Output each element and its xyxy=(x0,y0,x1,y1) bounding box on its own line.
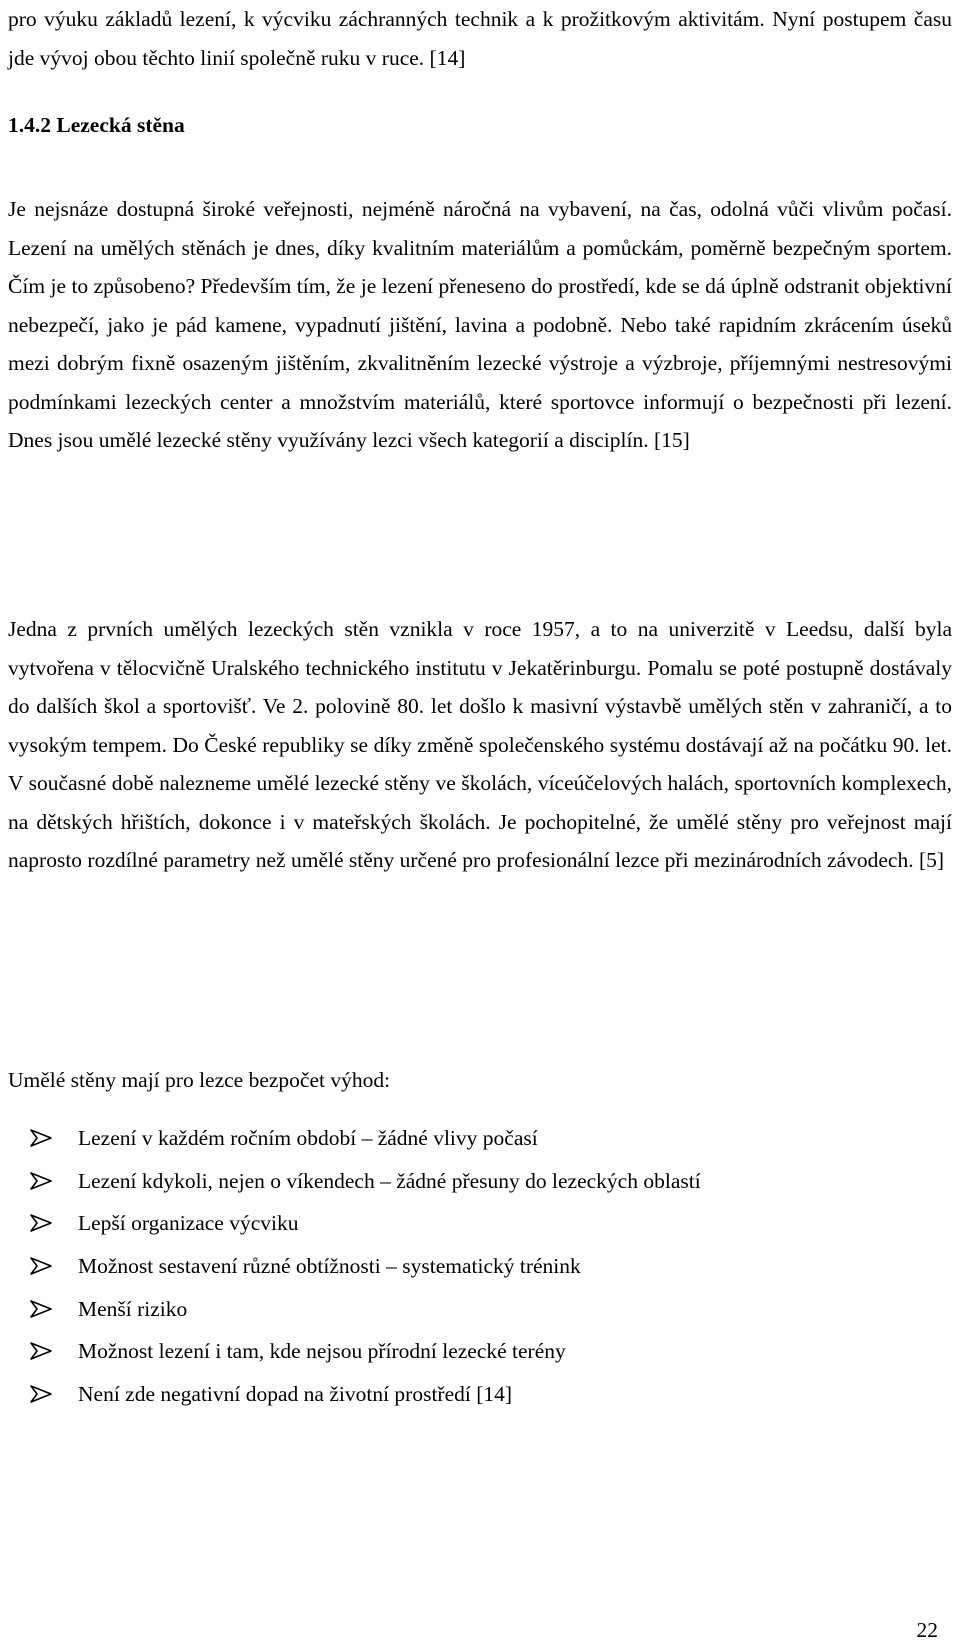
list-item xyxy=(8,1245,701,1288)
paragraph-2: Jedna z prvních umělých lezeckých stěn vznikla v roce 1957, a to na univerzitě v Leedsu, další byla vytvořena v tělocvičně Uralského technického institutu v Jekatěrinburgu. Pomalu se poté postupně dostávaly do dalších škol a sportovišť. Ve 2. polovině 80. let došlo k masivní výstavbě umělých stěn v zahraničí, a to vysokým tempem. Do České republiky se díky změně společenského systému dostávají až na počátku 90. let. V současné době nalezneme umělé lezecké stěny ve školách, víceúčelových halách, sportovních komplexech, na dětských hřištích, dokonce i v mateřských školách. Je pochopitelné, že umělé stěny pro veřejnost mají naprosto rozdílné parametry než umělé stěny určené pro profesionální lezce při mezinárodních závodech. [5] xyxy=(8,617,952,872)
list-intro: Umělé stěny mají pro lezce bezpočet výhod: xyxy=(8,1068,391,1092)
list-item-text: Není zde negativní dopad na životní prostředí [14] xyxy=(78,1381,513,1406)
list-item xyxy=(8,1373,701,1416)
list-item xyxy=(8,1287,701,1330)
arrowhead-icon xyxy=(30,1385,52,1403)
list-item xyxy=(8,1330,701,1373)
list-item xyxy=(8,1202,701,1245)
list-item-text: Lezení v každém ročním období – žádné vlivy počasí xyxy=(78,1126,538,1151)
list-item-text: Lepší organizace výcviku xyxy=(78,1211,299,1236)
list-item-text: Menší riziko xyxy=(78,1296,188,1321)
arrowhead-icon xyxy=(30,1129,52,1147)
advantages-list xyxy=(8,1117,701,1415)
page-number: 22 xyxy=(916,1618,938,1642)
list-item xyxy=(8,1117,701,1160)
arrowhead-icon xyxy=(30,1300,52,1318)
paragraph-1: Je nejsnáze dostupná široké veřejnosti, nejméně náročná na vybavení, na čas, odolná vůči vlivům počasí. Lezení na umělých stěnách je dnes, díky kvalitním materiálům a pomůckám, poměrně bezpečným sportem. Čím je to způsobeno? Především tím, že je lezení přeneseno do prostředí, kde se dá úplně odstranit objektivní nebezpečí, jako je pád kamene, vypadnutí jištění, lavina a podobně. Nebo také rapidním zkrácením úseků mezi dobrým fixně osazeným jištěním, zkvalitněním lezecké výstroje a výzbroje, příjemnými nestresovými podmínkami lezeckých center a množstvím materiálů, které sportovce informují o bezpečnosti při lezení. Dnes jsou umělé lezecké stěny využívány lezci všech kategorií a disciplín. [15] xyxy=(8,197,952,452)
arrowhead-icon xyxy=(30,1342,52,1360)
arrowhead-icon xyxy=(30,1257,52,1275)
top-paragraph: pro výuku základů lezení, k výcviku záchranných technik a k prožitkovým aktivitám. Nyní postupem času jde vývoj obou těchto linií společně ruku v ruce. [14] xyxy=(8,7,952,70)
arrowhead-icon xyxy=(30,1172,52,1190)
list-item-text: Lezení kdykoli, nejen o víkendech – žádné přesuny do lezeckých oblastí xyxy=(78,1168,701,1193)
list-item xyxy=(8,1160,701,1203)
arrowhead-icon xyxy=(30,1214,52,1232)
section-heading: 1.4.2 Lezecká stěna xyxy=(8,113,185,137)
list-item-text: Možnost sestavení různé obtížnosti – systematický trénink xyxy=(78,1254,581,1279)
list-item-text: Možnost lezení i tam, kde nejsou přírodní lezecké terény xyxy=(78,1339,566,1364)
